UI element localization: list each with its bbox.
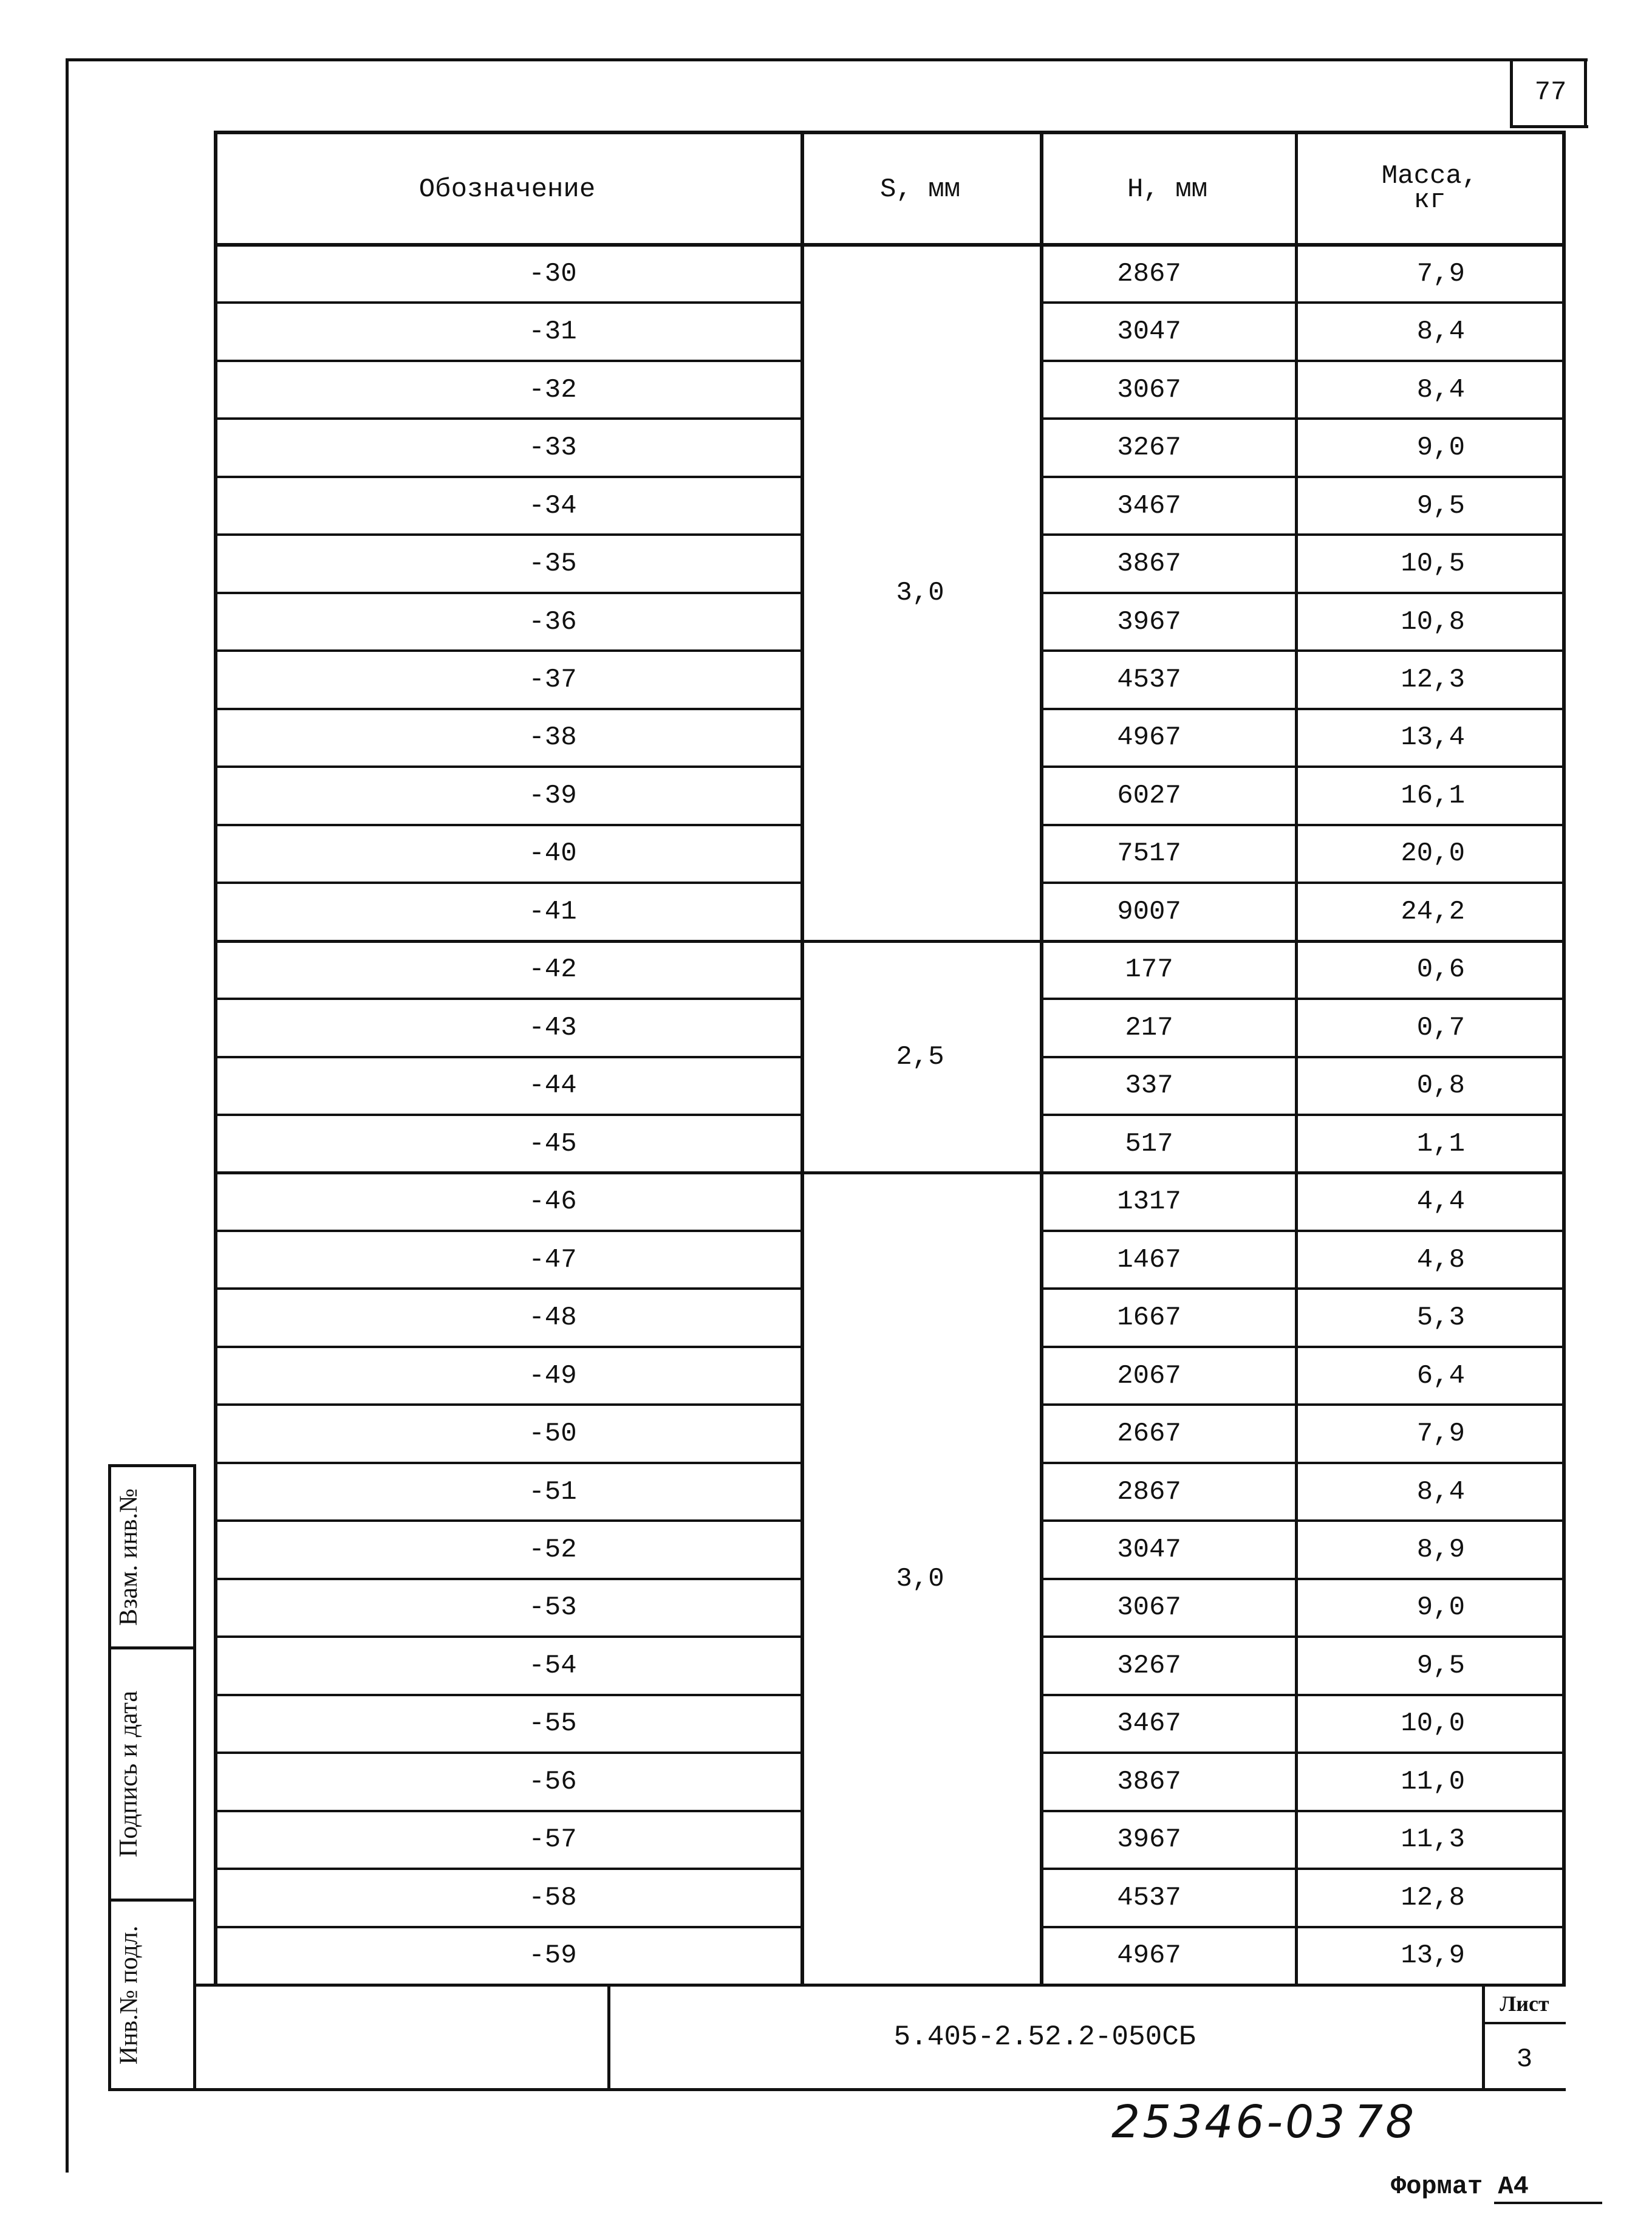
row-separator [214,301,800,304]
row-separator [214,360,800,362]
table-cell-h: 1667 [1117,1303,1181,1333]
table-cell-designation: -32 [528,375,577,405]
frame-top [67,58,1588,61]
table-cell-mass: 9,5 [1416,1651,1465,1681]
table-cell-h: 3047 [1117,1535,1181,1565]
table-cell-mass: 0,6 [1416,954,1465,985]
page-number: 77 [1510,60,1588,128]
table-cell-mass: 0,8 [1416,1070,1465,1101]
table-cell-s: 2,5 [896,1042,944,1072]
side-label-inv: Инв.№ подл. [115,1925,143,2064]
row-separator [1040,1868,1565,1870]
table-cell-mass: 13,4 [1401,722,1465,753]
table-cell-h: 9007 [1117,897,1181,927]
table-cell-designation: -50 [528,1419,577,1449]
table-cell-mass: 8,4 [1416,375,1465,405]
table-cell-h: 4537 [1117,665,1181,695]
row-separator [1040,1926,1565,1928]
table-cell-designation: -47 [528,1245,577,1275]
row-separator [214,1694,800,1696]
table-cell-designation: -56 [528,1767,577,1797]
table-cell-h: 1467 [1117,1245,1181,1275]
table-cell-mass: 9,0 [1416,1592,1465,1623]
side-strip-bottom [108,2088,1566,2091]
sheet-label: Лист [1500,1991,1549,2016]
header-designation: Обозначение [418,174,596,205]
sheet-number: 3 [1516,2044,1533,2075]
table-cell-designation: -38 [528,722,577,753]
table-cell-h: 217 [1125,1013,1173,1043]
table-cell-h: 3967 [1117,1824,1181,1855]
table-cell-h: 4967 [1117,722,1181,753]
row-separator [1040,1752,1565,1754]
row-separator [1040,1462,1565,1464]
table-cell-designation: -43 [528,1013,577,1043]
row-separator [214,417,800,420]
side-strip-right [193,1464,196,2091]
group-separator [214,1171,1565,1174]
table-cell-designation: -49 [528,1361,577,1391]
table-cell-designation: -36 [528,607,577,637]
row-separator [1040,1056,1565,1058]
table-cell-designation: -53 [528,1592,577,1623]
title-block-div [607,1984,610,2091]
table-cell-h: 3867 [1117,549,1181,579]
row-separator [214,824,800,826]
row-separator [1040,592,1565,594]
row-separator [1040,1810,1565,1812]
row-separator [1040,1287,1565,1290]
table-cell-designation: -41 [528,897,577,927]
table-cell-mass: 12,8 [1401,1883,1465,1913]
table-cell-designation: -35 [528,549,577,579]
table-cell-h: 2667 [1117,1419,1181,1449]
table-cell-designation: -46 [528,1187,577,1217]
row-separator [214,1810,800,1812]
table-cell-designation: -30 [528,259,577,289]
row-separator [214,1926,800,1928]
sheet-box-mid [1482,2022,1566,2024]
table-cell-mass: 20,0 [1401,838,1465,869]
table-cell-designation: -44 [528,1070,577,1101]
table-cell-mass: 0,7 [1416,1013,1465,1043]
row-separator [214,649,800,652]
table-cell-h: 3467 [1117,491,1181,521]
document-code: 5.405-2.52.2-050СБ [893,2021,1196,2053]
table-cell-mass: 8,4 [1416,317,1465,347]
row-separator [1040,1346,1565,1348]
table-cell-h: 2867 [1117,1477,1181,1507]
row-separator [1040,417,1565,420]
table-cell-mass: 10,0 [1401,1708,1465,1739]
row-separator [214,882,800,884]
table-cell-h: 177 [1125,954,1173,985]
table-cell-h: 517 [1125,1129,1173,1159]
table-cell-h: 7517 [1117,838,1181,869]
table-cell-mass: 4,8 [1416,1245,1465,1275]
table-cell-mass: 10,5 [1401,549,1465,579]
table-cell-designation: -42 [528,954,577,985]
table-cell-mass: 7,9 [1416,1419,1465,1449]
table-cell-mass: 24,2 [1401,897,1465,927]
row-separator [214,1519,800,1522]
table-cell-designation: -39 [528,781,577,811]
row-separator [214,1403,800,1406]
side-label-podpis: Подпись и дата [115,1690,143,1858]
table-cell-mass: 13,9 [1401,1940,1465,1971]
row-separator [1040,824,1565,826]
table-cell-h: 3067 [1117,1592,1181,1623]
table-cell-designation: -52 [528,1535,577,1565]
table-cell-mass: 8,9 [1416,1535,1465,1565]
table-cell-mass: 9,0 [1416,433,1465,463]
table-cell-h: 3467 [1117,1708,1181,1739]
row-separator [1040,301,1565,304]
sheet-box-left [1482,1984,1485,2091]
row-separator [1040,1114,1565,1116]
row-separator [214,1635,800,1638]
header-s: S, мм [879,174,961,205]
table-cell-designation: -54 [528,1651,577,1681]
row-separator [214,533,800,536]
row-separator [214,1868,800,1870]
table-cell-s: 3,0 [896,1564,944,1594]
table-cell-designation: -59 [528,1940,577,1971]
table-cell-mass: 10,8 [1401,607,1465,637]
row-separator [1040,1403,1565,1406]
row-separator [214,1346,800,1348]
row-separator [1040,1694,1565,1696]
row-separator [214,1578,800,1580]
format-label: Формат А4 [1391,2172,1529,2201]
table-cell-h: 3267 [1117,433,1181,463]
row-separator [214,708,800,710]
table-header-bottom [214,243,1565,247]
row-separator [214,1114,800,1116]
row-separator [1040,1635,1565,1638]
table-cell-h: 3967 [1117,607,1181,637]
table-cell-mass: 1,1 [1416,1129,1465,1159]
table-cell-h: 4537 [1117,1883,1181,1913]
table-cell-h: 4967 [1117,1940,1181,1971]
table-cell-mass: 16,1 [1401,781,1465,811]
row-separator [214,998,800,1000]
title-block-top [193,1984,1566,1987]
format-underline [1494,2202,1602,2204]
table-cell-designation: -51 [528,1477,577,1507]
table-cell-h: 337 [1125,1070,1173,1101]
frame-left [66,58,69,2173]
table-cell-designation: -57 [528,1824,577,1855]
row-separator [214,765,800,768]
table-cell-designation: -55 [528,1708,577,1739]
row-separator [1040,708,1565,710]
row-separator [214,476,800,478]
table-cell-designation: -58 [528,1883,577,1913]
table-cell-h: 2867 [1117,259,1181,289]
header-mass-1: Масса, [1381,161,1478,191]
header-h: H, мм [1127,174,1208,205]
table-cell-s: 3,0 [896,578,944,608]
table-cell-h: 3867 [1117,1767,1181,1797]
row-separator [214,1752,800,1754]
table-cell-mass: 12,3 [1401,665,1465,695]
row-separator [1040,765,1565,768]
row-separator [1040,882,1565,884]
row-separator [214,592,800,594]
table-cell-mass: 11,3 [1401,1824,1465,1855]
table-cell-designation: -37 [528,665,577,695]
table-cell-mass: 5,3 [1416,1303,1465,1333]
row-separator [214,1462,800,1464]
table-cell-h: 2067 [1117,1361,1181,1391]
row-separator [1040,1578,1565,1580]
table-cell-h: 1317 [1117,1187,1181,1217]
row-separator [1040,649,1565,652]
row-separator [1040,998,1565,1000]
table-col-s [800,131,804,1985]
row-separator [214,1287,800,1290]
table-cell-mass: 7,9 [1416,259,1465,289]
side-label-vzam: Взам. инв.№ [115,1488,143,1626]
row-separator [1040,533,1565,536]
table-cell-designation: -40 [528,838,577,869]
table-cell-mass: 8,4 [1416,1477,1465,1507]
table-cell-mass: 11,0 [1401,1767,1465,1797]
table-top [214,131,1565,134]
handwritten-page: 78 [1354,2096,1417,2148]
header-mass-2: кг [1413,185,1446,216]
table-cell-designation: -34 [528,491,577,521]
row-separator [214,1056,800,1058]
table-cell-h: 3267 [1117,1651,1181,1681]
table-cell-designation: -45 [528,1129,577,1159]
table-cell-designation: -33 [528,433,577,463]
table-cell-designation: -31 [528,317,577,347]
row-separator [1040,1519,1565,1522]
row-separator [1040,360,1565,362]
table-cell-h: 6027 [1117,781,1181,811]
table-cell-mass: 9,5 [1416,491,1465,521]
table-cell-designation: -48 [528,1303,577,1333]
row-separator [214,1230,800,1232]
row-separator [1040,1230,1565,1232]
table-cell-mass: 6,4 [1416,1361,1465,1391]
handwritten-number: 25346-03 [1111,2096,1348,2148]
group-separator [214,940,1565,943]
table-cell-h: 3047 [1117,317,1181,347]
row-separator [1040,476,1565,478]
table-cell-h: 3067 [1117,375,1181,405]
table-cell-mass: 4,4 [1416,1187,1465,1217]
